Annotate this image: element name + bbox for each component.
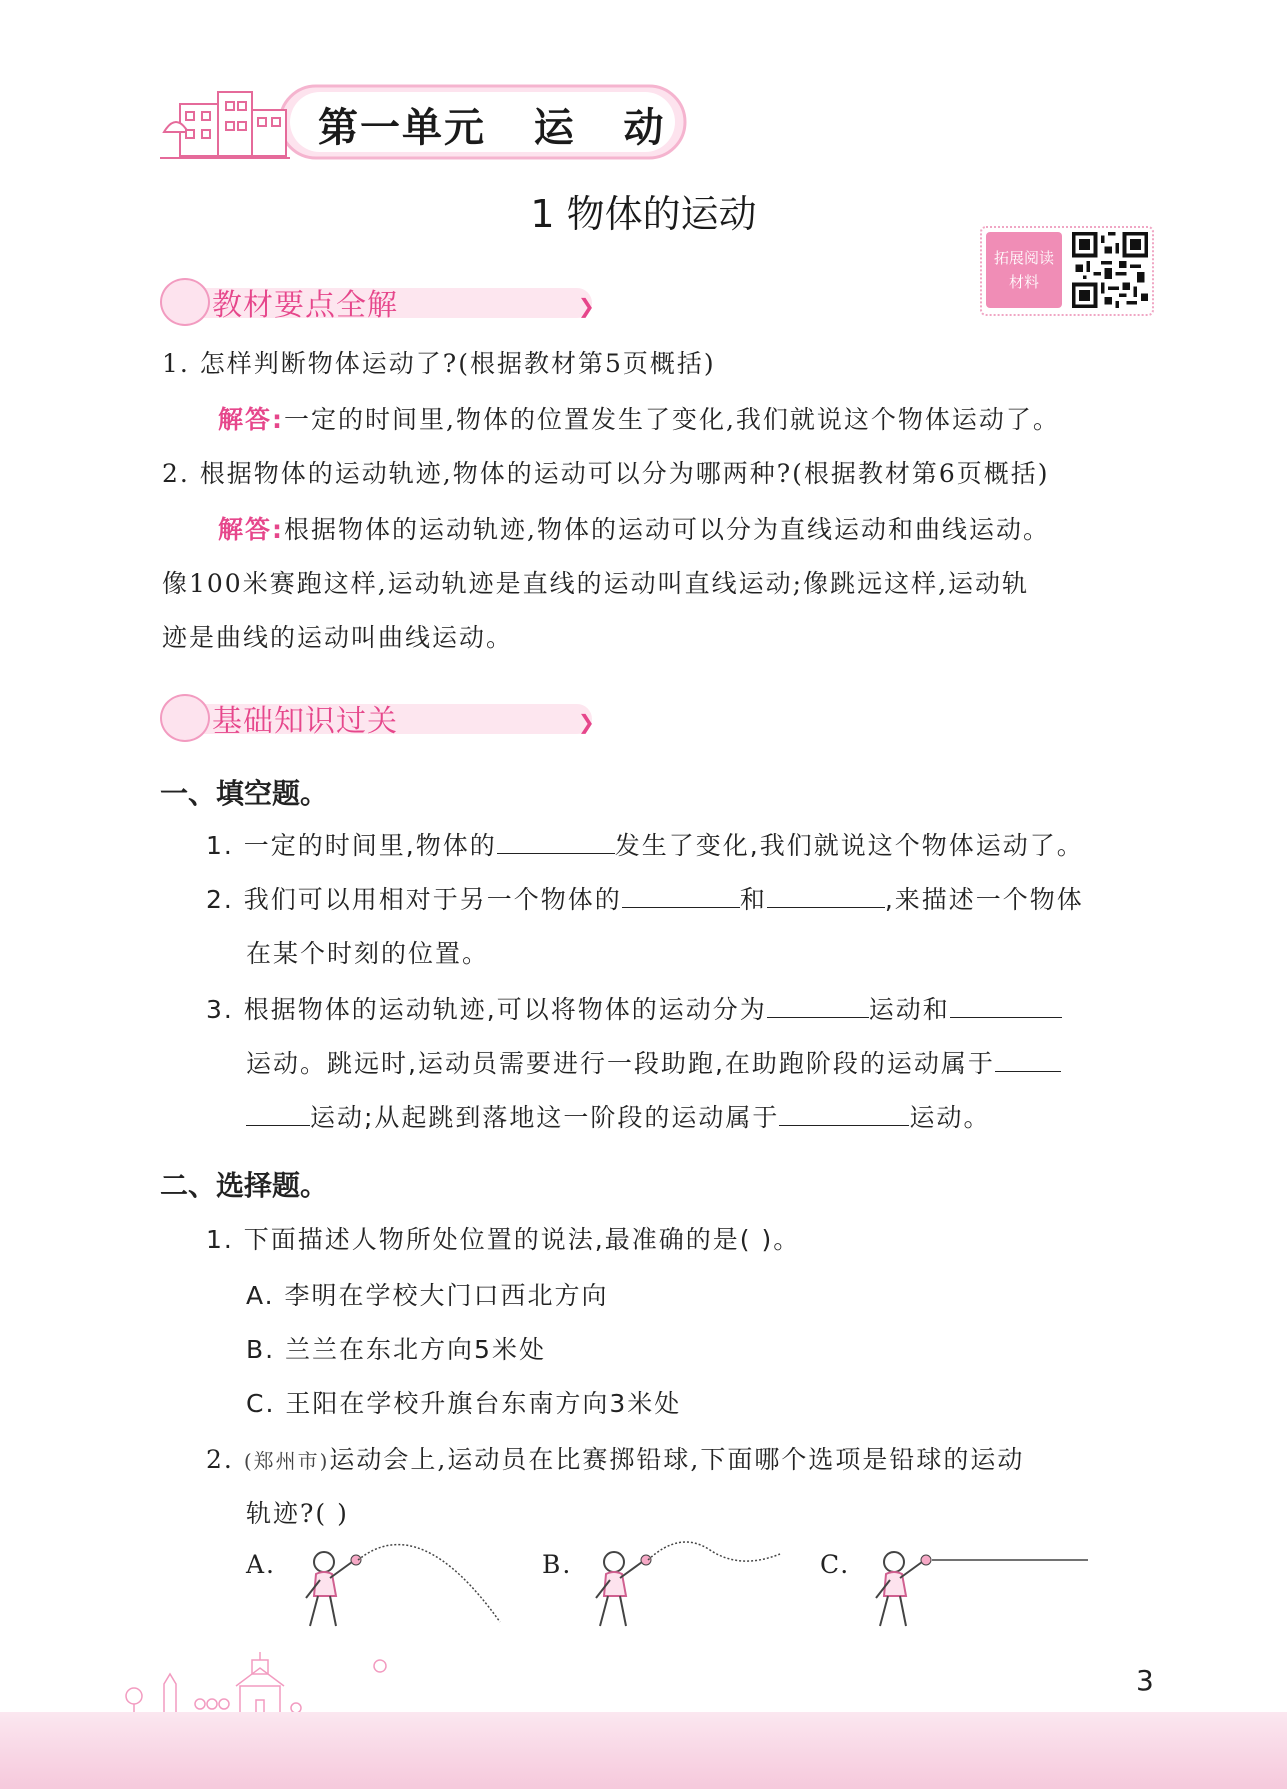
trajectory-option-a-label[interactable]: A.	[246, 1550, 277, 1579]
fill-question-3-line-2: 运动。跳远时,运动员需要进行一段助跑,在助跑阶段的运动属于	[246, 1044, 1061, 1080]
trajectory-c-illustration	[856, 1530, 1096, 1650]
trajectory-option-c-label[interactable]: C.	[820, 1550, 851, 1579]
lesson-title: 1 物体的运动	[530, 192, 757, 236]
question-2: 2. 根据物体的运动轨迹,物体的运动可以分为哪两种?(根据教材第6页概括)	[162, 459, 1050, 488]
answer-label: 解答:	[218, 405, 284, 434]
answer-blank[interactable]	[246, 1101, 310, 1126]
fill-question-2-cont: 在某个时刻的位置。	[246, 939, 490, 968]
answer-2-line-1	[218, 510, 1050, 546]
chevron-right-icon: ❯	[578, 710, 595, 734]
answer-blank[interactable]	[779, 1101, 909, 1126]
school-building-icon	[160, 92, 290, 158]
trajectory-option-b-label[interactable]: B.	[542, 1550, 573, 1579]
answer-text: 一定的时间里,物体的位置发生了变化,我们就说这个物体运动了。	[284, 405, 1060, 434]
source-tag: (郑州市)	[243, 1449, 330, 1473]
fill-question-3-line-3: 运动;从起跳到落地这一阶段的运动属于 运动。	[246, 1098, 990, 1134]
section-header-basic-knowledge	[160, 692, 600, 740]
answer-label: 解答:	[218, 515, 284, 544]
answer-1	[218, 400, 1060, 436]
choice-option-c[interactable]: C. 王阳在学校升旗台东南方向3米处	[246, 1389, 682, 1418]
kid-face-icon	[160, 694, 210, 742]
question-1: 1. 怎样判断物体运动了?(根据教材第5页概括)	[162, 349, 716, 378]
fill-question-2: 2. 我们可以用相对于另一个物体的 和 ,来描述一个物体	[206, 885, 1084, 914]
choice-question-1: 1. 下面描述人物所处位置的说法,最准确的是( )。	[206, 1225, 801, 1254]
answer-blank[interactable]	[767, 883, 885, 908]
section-title: 教材要点全解	[212, 288, 398, 323]
qr-code-icon[interactable]	[1072, 232, 1148, 308]
footer-band	[0, 1712, 1287, 1789]
answer-2-line-3: 迹是曲线的运动叫曲线运动。	[162, 623, 514, 652]
qr-box[interactable]	[980, 226, 1154, 316]
fill-question-3: 3. 根据物体的运动轨迹,可以将物体的运动分为 运动和	[206, 990, 1062, 1026]
answer-blank[interactable]	[497, 829, 615, 854]
cartoon-face-icon	[160, 278, 210, 326]
choice-question-2: 2. (郑州市)运动会上,运动员在比赛掷铅球,下面哪个选项是铅球的运动	[206, 1445, 1025, 1474]
page-number: 3	[1136, 1664, 1154, 1697]
section-header-key-points	[160, 276, 600, 324]
unit-title: 第一单元 运 动	[318, 105, 666, 151]
choice-option-a[interactable]: A. 李明在学校大门口西北方向	[246, 1281, 609, 1310]
section-title: 基础知识过关	[212, 704, 398, 739]
answer-blank[interactable]	[767, 993, 869, 1018]
answer-blank[interactable]	[995, 1047, 1061, 1072]
part-heading-fill-in: 一、填空题。	[160, 777, 329, 810]
part-heading-choice: 二、选择题。	[160, 1169, 329, 1202]
trajectory-b-illustration	[580, 1530, 810, 1650]
answer-blank[interactable]	[622, 883, 740, 908]
answer-2-line-2: 像100米赛跑这样,运动轨迹是直线的运动叫直线运动;像跳远这样,运动轨	[162, 569, 1030, 598]
chevron-right-icon: ❯	[578, 294, 595, 318]
trajectory-a-illustration	[280, 1530, 510, 1650]
answer-blank[interactable]	[950, 993, 1062, 1018]
footer-decoration-icon	[120, 1650, 420, 1716]
answer-text: 根据物体的运动轨迹,物体的运动可以分为直线运动和曲线运动。	[284, 515, 1050, 544]
fill-question-1: 1. 一定的时间里,物体的 发生了变化,我们就说这个物体运动了。	[206, 831, 1084, 860]
qr-label: 拓展阅读 材料	[986, 232, 1062, 308]
choice-question-2-line-2: 轨迹?( )	[246, 1499, 349, 1528]
choice-option-b[interactable]: B. 兰兰在东北方向5米处	[246, 1335, 546, 1364]
